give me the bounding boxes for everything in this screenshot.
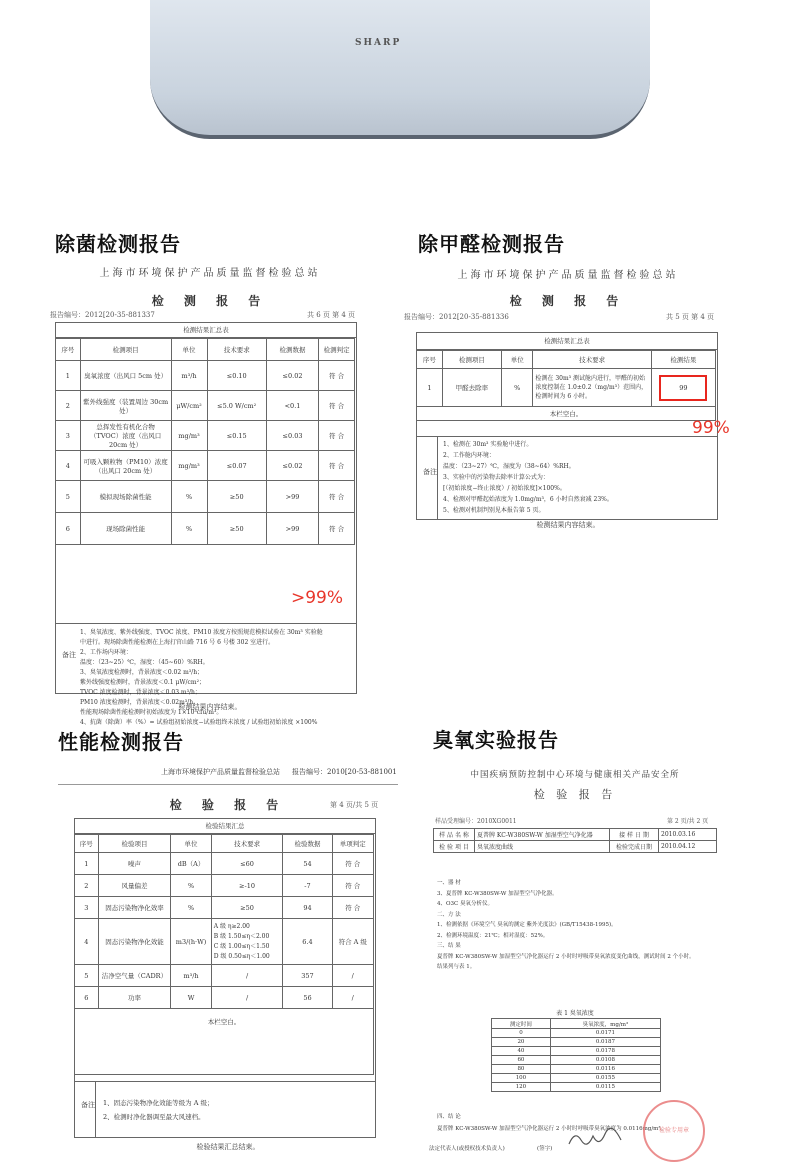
cell-time: 40: [492, 1047, 551, 1056]
table-row: [75, 853, 374, 875]
results-frame: [416, 332, 718, 520]
header-cell: 检测项目: [442, 351, 501, 369]
cell-unit: m3/(h·W): [171, 919, 211, 965]
callout-result: >99%: [291, 588, 344, 608]
note-line: 温度：（23~27）℃，湿度为（38~64）%RH。: [443, 463, 575, 470]
header-cell: 序号: [417, 351, 443, 369]
cell-req: /: [211, 965, 283, 987]
notes-text: [443, 439, 713, 516]
divider: [95, 1082, 96, 1138]
cell-time: 0: [492, 1029, 551, 1038]
body-line: 结果列与表 1。: [437, 964, 476, 970]
cell-item: 甲醛去除率: [442, 369, 501, 407]
body-line: 4、O3C 臭氧分析仪。: [437, 901, 493, 907]
notes-text: [103, 1096, 213, 1124]
highlighted-result: >99: [266, 481, 318, 513]
notes-label: 备注: [62, 651, 76, 659]
cell-verdict: 符 合: [319, 421, 355, 451]
cell-req: ≥-10: [211, 875, 283, 897]
institute-name: 上海市环境保护产品质量监督检验总站: [161, 768, 280, 776]
cell-item: 总挥发性有机化合物（TVOC）浓度（出风口 20cm 处）: [80, 421, 171, 451]
grade-line: D 级 0.50≤η＜1.00: [213, 952, 270, 960]
cell-item: 模拟现场除菌性能: [80, 481, 171, 513]
header-cell: 技术要求: [211, 835, 283, 853]
results-table: [416, 350, 716, 421]
table-row: [434, 829, 717, 841]
cell-data: ≤0.02: [266, 451, 318, 481]
page-info: 第 2 页/共 2 页: [667, 818, 709, 825]
notes-area: [75, 1081, 375, 1138]
note-line: 2、工作场内环境：: [80, 649, 132, 656]
ozone-report-document: [425, 760, 725, 1162]
table-row: [56, 481, 355, 513]
sterilization-report-document: [45, 260, 375, 726]
table-caption: 表 1 臭氧浓度: [556, 1010, 594, 1017]
grade-line: B 级 1.50≤η＜2.00: [213, 932, 270, 940]
cell-unit: %: [171, 875, 211, 897]
cell-ozone: 0.0155: [550, 1074, 660, 1083]
header-cell: 单位: [171, 339, 207, 361]
report-number: 样品受理编号：2010XG0011: [435, 818, 517, 825]
report-body: [437, 878, 723, 973]
note-line: 1、检测在 30m³ 实验舱中进行。: [443, 441, 533, 448]
table-caption: 检测结果汇总表: [417, 333, 717, 350]
page-info: 共 5 页 第 4 页: [666, 313, 715, 321]
cell-req: ≤60: [211, 853, 283, 875]
report-title: 检 验 报 告: [533, 788, 617, 801]
air-purifier-image: [150, 0, 650, 139]
heading-ozone-report: 臭氧实验报告: [433, 728, 559, 752]
cell-no: 4: [75, 919, 99, 965]
heading-sterilization-report: 除菌检测报告: [55, 232, 181, 256]
table-row: [492, 1029, 661, 1038]
table-row: [492, 1065, 661, 1074]
body-line: 一、器 材: [437, 880, 461, 886]
header-cell: 检测项目: [80, 339, 171, 361]
heading-performance-report: 性能检测报告: [58, 730, 184, 754]
header-cell: 检验数据: [283, 835, 332, 853]
note-line: [（初始浓度−终止浓度）/ 初始浓度]×100%。: [443, 485, 566, 492]
cell-req: ≥50: [207, 481, 266, 513]
handwritten-signature: [565, 1126, 625, 1152]
cell-ozone: 0.0108: [550, 1056, 660, 1065]
report-title: 检 测 报 告: [509, 294, 627, 308]
table-row: [434, 841, 717, 853]
info-value: 2010.03.16: [659, 829, 717, 841]
table-caption: 检测结果汇总表: [56, 323, 356, 338]
cell-no: 4: [56, 451, 81, 481]
table-row: [75, 919, 374, 965]
note-line: 紫外线强度检测时，背景浓度＜0.1 μW/cm²；: [80, 679, 205, 686]
cell-ozone: 0.0171: [550, 1029, 660, 1038]
cell-data: 6.4: [283, 919, 332, 965]
results-table: [55, 338, 355, 545]
note-line: 4、检测对甲醛起始浓度为 1.0mg/m³，6 小时自然衰减 23%。: [443, 496, 613, 503]
heading-formaldehyde-report: 除甲醛检测报告: [418, 232, 565, 256]
report-footer: 检验结果汇总结束。: [196, 1143, 260, 1151]
cell-verdict: 符合 A 级: [332, 919, 373, 965]
note-line: 4、抗菌（除菌）率（%）= 试验组初始浓度−试验组终末浓度 / 试验组初始浓度 ×100%: [80, 719, 318, 726]
cell-item: 固态污染物净化效能: [98, 919, 171, 965]
cell-no: 2: [75, 875, 99, 897]
cell-data: ≤0.02: [266, 361, 318, 391]
cell-unit: %: [502, 369, 533, 407]
formaldehyde-report-document: [398, 262, 738, 534]
cell-item: 风量偏差: [98, 875, 171, 897]
report-number: 报告编号：2010[20-53-881001: [292, 768, 397, 776]
note-line: 性能现场除菌性能检测时初始浓度为 1×10³cfu/m³。: [80, 709, 223, 716]
note-line: 中进行。现场除菌性能检测在上海打官山路 716 号 6 号楼 302 室进行。: [80, 639, 275, 646]
note-line: 2、检测时净化器调至最大风速档。: [103, 1113, 205, 1121]
results-frame: [74, 818, 376, 1138]
institute-name: 中国疾病预防控制中心环境与健康相关产品安全所: [470, 770, 680, 780]
header-cell: 单位: [171, 835, 211, 853]
cell-unit: mg/m³: [171, 421, 207, 451]
cell-no: 3: [56, 421, 81, 451]
header-cell: 单项判定: [332, 835, 373, 853]
cell-data: 357: [283, 965, 332, 987]
header-cell: 检测数据: [266, 339, 318, 361]
note-line: 3、臭氧浓度检测时，背景浓度＜0.02 m³/h；: [80, 669, 204, 676]
sample-info-table: [433, 828, 717, 853]
cell-verdict: 符 合: [319, 361, 355, 391]
cell-no: 5: [75, 965, 99, 987]
info-key: 样 品 名 称: [434, 829, 475, 841]
cell-item: 臭氧浓度（出风口 5cm 处）: [80, 361, 171, 391]
cell-verdict: /: [332, 987, 373, 1009]
note-line: PM10 浓度检测时，背景浓度＜0.02m³/h。: [80, 699, 200, 706]
table-caption: 检验结果汇总: [75, 819, 375, 834]
cell-unit: m³/h: [171, 361, 207, 391]
cell-req: /: [211, 987, 283, 1009]
header-cell: 单位: [502, 351, 533, 369]
cell-unit: m³/h: [171, 965, 211, 987]
cell-no: 1: [75, 853, 99, 875]
cell-unit: dB（A）: [171, 853, 211, 875]
cell-no: 3: [75, 897, 99, 919]
cell-item: 功率: [98, 987, 171, 1009]
note-line: 3、实验中的污染物去除率计算公式为：: [443, 474, 549, 481]
performance-report-document: [58, 762, 398, 1162]
info-value: 2010.04.12: [659, 841, 717, 853]
report-number: 报告编号：2012[20-35-881336: [404, 313, 509, 321]
cell-no: 1: [56, 361, 81, 391]
note-line: 温度：（23~25）℃，湿度：（45~60）%RH。: [80, 659, 209, 666]
table-row: [56, 421, 355, 451]
cell-req: ≤0.10: [207, 361, 266, 391]
table-row: [75, 875, 374, 897]
conclusion-text: 夏普牌 KC-W380SW-W 加湿型空气净化器运行 2 小时时呼吸带臭氧浓度为 0.0116mg/m³。: [437, 1126, 667, 1132]
cell-verdict: 符 合: [319, 481, 355, 513]
page-info: 共 6 页 第 4 页: [307, 311, 356, 319]
table-row: [492, 1074, 661, 1083]
grade-line: A 级 η≥2.00: [213, 922, 250, 930]
cell-item: 紫外线强度（装置周边 30cm 处）: [80, 391, 171, 421]
institute-name: 上海市环境保护产品质量监督检验总站: [99, 268, 321, 279]
header-cell: 测定时间: [492, 1019, 551, 1029]
cell-unit: %: [171, 897, 211, 919]
body-line: 2、检测环境温度：21℃；相对湿度：52%。: [437, 932, 549, 939]
body-line: 三、结 果: [437, 943, 461, 949]
cell-verdict: 符 合: [332, 897, 373, 919]
note-line: 1、固态污染物净化效能等级为 A 级；: [103, 1099, 214, 1107]
sign-label: (签字): [537, 1146, 553, 1152]
cell-unit: mg/m³: [171, 451, 207, 481]
header-cell: 技术要求: [207, 339, 266, 361]
cell-no: 6: [56, 513, 81, 545]
page-info: 第 4 页/共 5 页: [330, 801, 379, 809]
note-line: 5、检测对机制判别见本报告第 5 页。: [443, 507, 545, 514]
cell-data: 56: [283, 987, 332, 1009]
cell-verdict: 符 合: [319, 391, 355, 421]
cell-no: 6: [75, 987, 99, 1009]
grade-line: C 级 1.00≤η＜1.50: [213, 942, 270, 950]
cell-req: ≥50: [207, 513, 266, 545]
cell-verdict: /: [332, 965, 373, 987]
cell-item: 可吸入颗粒物（PM10）浓度（出风口 20cm 处）: [80, 451, 171, 481]
table-row: [56, 361, 355, 391]
cell-item: 噪声: [98, 853, 171, 875]
header-cell: 序号: [56, 339, 81, 361]
highlighted-result: >99: [266, 513, 318, 545]
divider: [58, 784, 398, 785]
header-cell: 技术要求: [533, 351, 651, 369]
info-value: 夏普牌 KC-W380SW-W 加湿型空气净化器: [475, 829, 610, 841]
table-row: [492, 1056, 661, 1065]
cell-req: ≤5.0 W/cm²: [207, 391, 266, 421]
cell-verdict: 符 合: [319, 451, 355, 481]
cell-req: ≤0.15: [207, 421, 266, 451]
ozone-table: [491, 1018, 661, 1092]
cell-verdict: 符 合: [319, 513, 355, 545]
brand-logo: SHARP: [355, 38, 402, 48]
table-row: [492, 1083, 661, 1092]
table-row: [492, 1038, 661, 1047]
cell-data: <0.1: [266, 391, 318, 421]
cell-unit: W: [171, 987, 211, 1009]
blank-row: 本栏空白。: [417, 407, 716, 421]
cell-req: ≥50: [211, 897, 283, 919]
cell-time: 100: [492, 1074, 551, 1083]
table-row: [492, 1047, 661, 1056]
cell-time: 20: [492, 1038, 551, 1047]
seal-text: 检验专用章: [658, 1127, 689, 1134]
blank-row: 本栏空白。: [75, 1009, 374, 1075]
cell-time: 60: [492, 1056, 551, 1065]
report-title: 检 验 报 告: [169, 798, 287, 812]
report-footer: 检测结果内容结束。: [536, 521, 600, 529]
cell-ozone: 0.0116: [550, 1065, 660, 1074]
divider: [437, 437, 438, 520]
cell-req: ≤0.07: [207, 451, 266, 481]
cell-verdict: 符 合: [332, 853, 373, 875]
header-cell: 序号: [75, 835, 99, 853]
cell-data: [651, 369, 715, 407]
notes-label: 备注: [423, 468, 437, 476]
cell-data: -7: [283, 875, 332, 897]
table-row: [75, 897, 374, 919]
cell-req: [211, 919, 283, 965]
callout-result: 99%: [692, 418, 730, 438]
cell-no: 2: [56, 391, 81, 421]
note-line: 1、臭氧浓度、紫外线强度、TVOC 浓度、PM10 浓度方按照规范模拟试验在 30m³ 实验舱: [80, 629, 323, 636]
signature-label: 法定代表人(或授权技术负责人): [429, 1146, 505, 1152]
cell-no: 1: [417, 369, 443, 407]
highlighted-result: 99: [659, 375, 707, 401]
cell-unit: μW/cm²: [171, 391, 207, 421]
official-seal: [643, 1100, 705, 1162]
table-row: [56, 513, 355, 545]
info-key: 检 验 项 目: [434, 841, 475, 853]
cell-item: 洁净空气量（CADR）: [98, 965, 171, 987]
results-table: [74, 834, 374, 1075]
cell-unit: %: [171, 481, 207, 513]
cell-ozone: 0.0115: [550, 1083, 660, 1092]
cell-ozone: 0.0187: [550, 1038, 660, 1047]
cell-verdict: 符 合: [332, 875, 373, 897]
note-line: TVOC 浓度检测时，背景浓度＜0.03 m³/h；: [80, 689, 201, 696]
cell-data: ≤0.03: [266, 421, 318, 451]
notes-label: 备注: [81, 1101, 95, 1109]
conclusion-label: 四、结 论: [437, 1114, 461, 1120]
body-line: 1、检测依据《环境空气 臭氧的测定 紫外光度法》(GB/T15438-1995)。: [437, 922, 617, 928]
cell-ozone: 0.0178: [550, 1047, 660, 1056]
info-key: 检验完成日期: [610, 841, 659, 853]
report-title: 检 测 报 告: [151, 294, 269, 308]
header-cell: 检验项目: [98, 835, 171, 853]
report-number: 报告编号：2012[20-35-881337: [50, 311, 155, 319]
cell-unit: %: [171, 513, 207, 545]
header-cell: 检测结果: [651, 351, 715, 369]
body-line: 二、方 法: [437, 911, 461, 918]
body-line: 3、夏普牌 KC-W380SW-W 加湿型空气净化器。: [437, 890, 558, 897]
table-row: [56, 451, 355, 481]
cell-time: 120: [492, 1083, 551, 1092]
institute-name: 上海市环境保护产品质量监督检验总站: [457, 270, 679, 281]
info-key: 接 样 日 期: [610, 829, 659, 841]
header-cell: 臭氧浓度，mg/m³: [550, 1019, 660, 1029]
table-row: [75, 987, 374, 1009]
table-row: [417, 369, 716, 407]
cell-data: 54: [283, 853, 332, 875]
table-row: [56, 391, 355, 421]
cell-no: 5: [56, 481, 81, 513]
cell-req: 检测在 30m³ 测试舱内进行，甲醛的初始浓度控制在 1.0±0.2（mg/m³）范围内，检测时间为 6 小时。: [533, 369, 651, 407]
table-row: [75, 965, 374, 987]
report-footer: 检测结果内容结束。: [178, 703, 242, 711]
cell-item: 固态污染物净化效率: [98, 897, 171, 919]
notes-text: [80, 628, 355, 728]
cell-data: 94: [283, 897, 332, 919]
note-line: 2、工作舱内环境：: [443, 452, 495, 459]
header-cell: 检测判定: [319, 339, 355, 361]
cell-time: 80: [492, 1065, 551, 1074]
info-value: 臭氧浓度曲线: [475, 841, 610, 853]
body-line: 夏普牌 KC-W380SW-W 加湿型空气净化器运行 2 小时时呼吸带臭氧浓度变化曲线，测试时间 2 个小时。: [437, 953, 695, 960]
cell-item: 现场除菌性能: [80, 513, 171, 545]
